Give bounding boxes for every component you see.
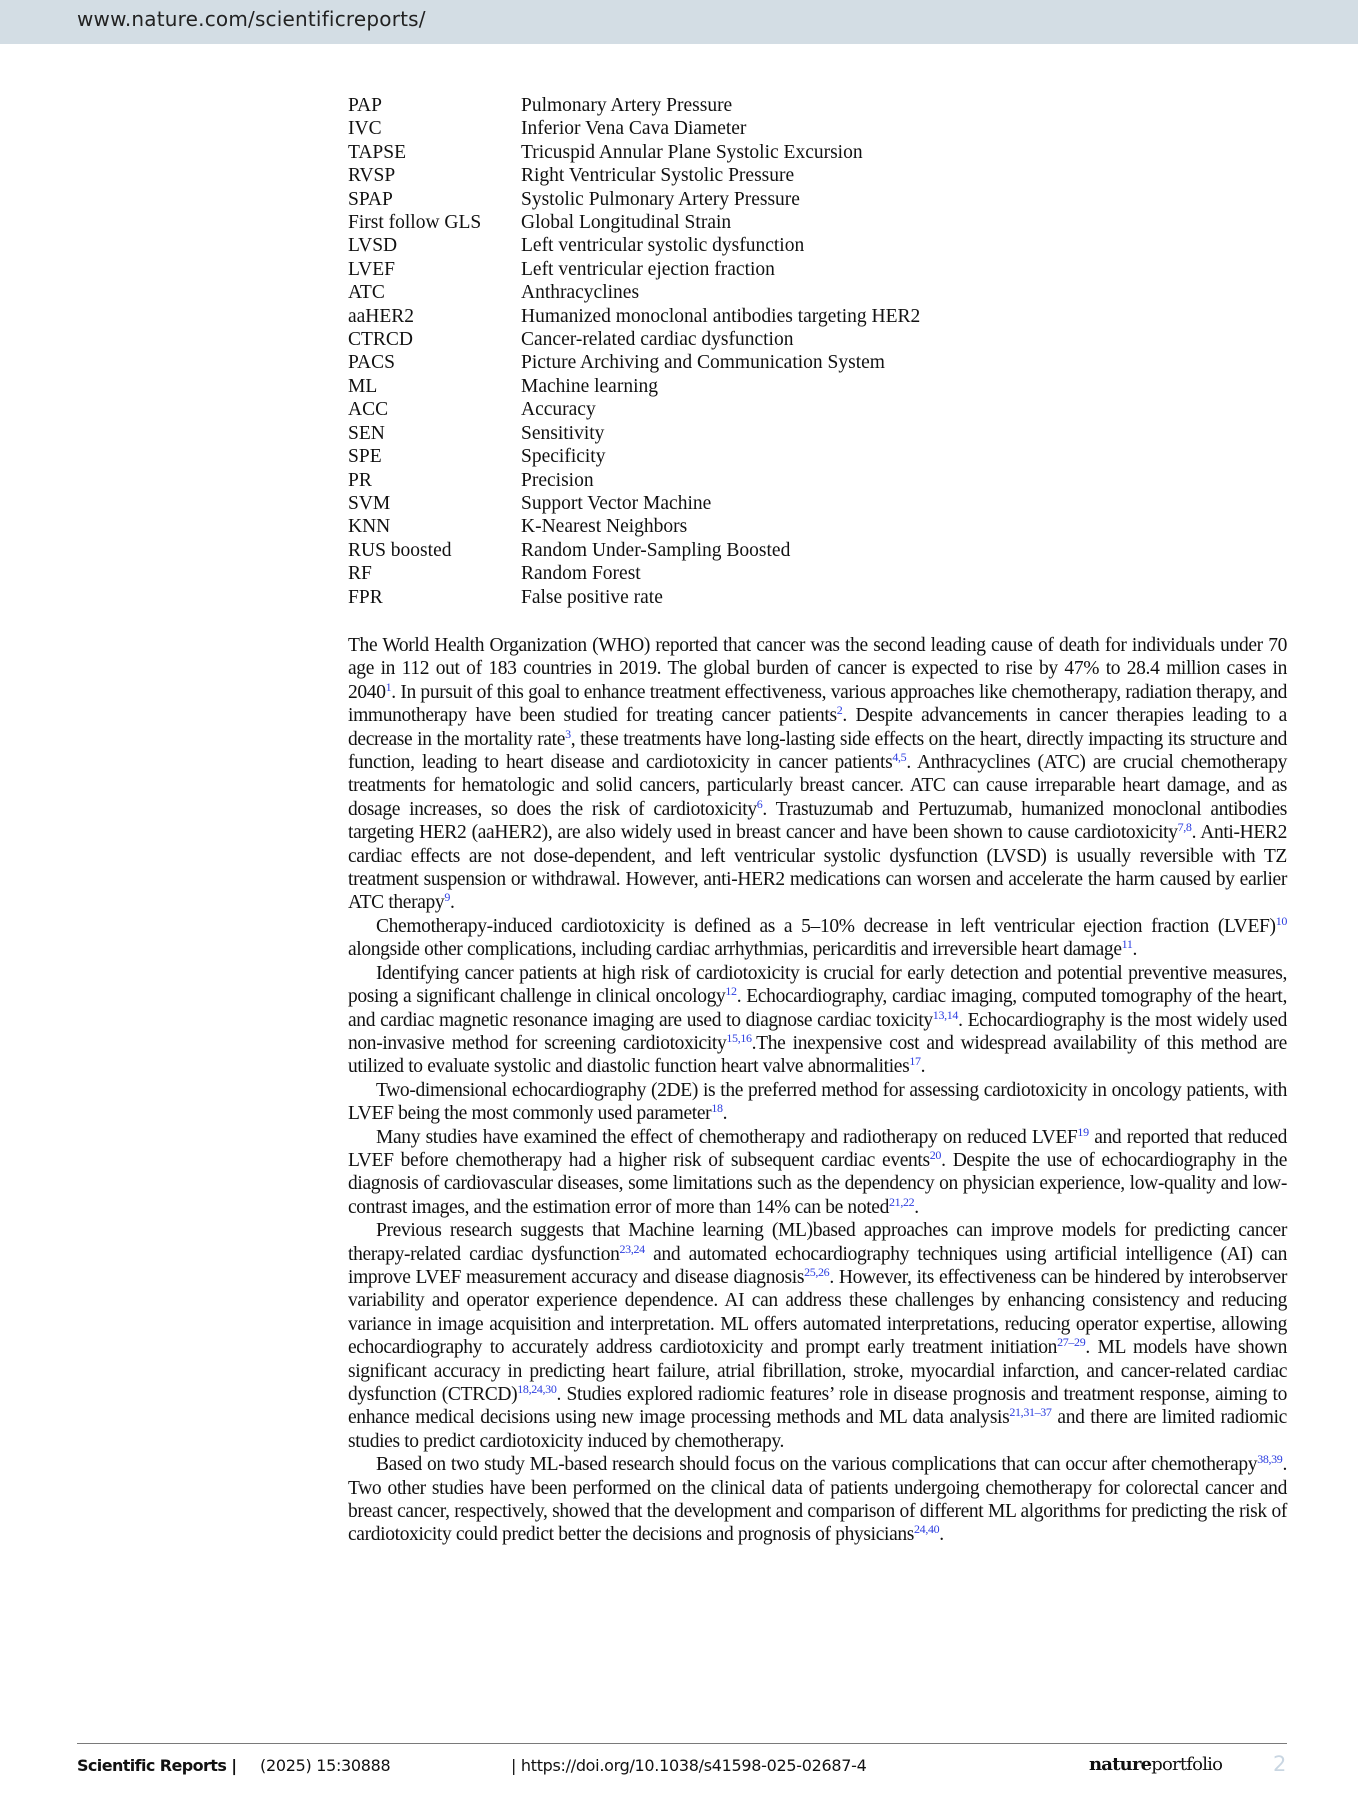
citation-reference xyxy=(1122,937,1133,951)
paragraph-text: The World Health Organization (WHO) reported that cancer was the second leading cause of death for individuals under 70 age in 112 out of 183 countries in 2019. The global burden of cancer is expected to rise by 47% to 28.4 million cases in 2040 xyxy=(348,635,1287,703)
abbreviation-definition: K-Nearest Neighbors xyxy=(521,516,688,538)
body-paragraph xyxy=(348,1453,1287,1547)
footer-doi-link[interactable]: | https://doi.org/10.1038/s41598-025-02687-4 xyxy=(511,1756,867,1775)
body-paragraph xyxy=(348,1126,1287,1220)
abbreviation-definition: Sensitivity xyxy=(521,422,605,444)
citation-reference xyxy=(909,1054,920,1068)
abbreviation-definition: False positive rate xyxy=(521,586,663,608)
paragraph-text: Many studies have examined the effect of chemotherapy and radiotherapy on reduced LVEF xyxy=(376,1126,1078,1148)
abbreviation-term: ATC xyxy=(348,282,385,304)
paragraph-text: . Anti-HER2 cardiac effects are not dose-dependent, and left ventricular systolic dysfunction (LVSD) is usually reversible with TZ treatment suspension or withdrawal. However, anti-HER2 medications can worsen and accelerate the harm caused by earlier ATC therapy xyxy=(348,822,1287,914)
abbreviation-row xyxy=(348,562,920,585)
abbreviation-term: RVSP xyxy=(348,165,396,187)
abbreviation-definition: Pulmonary Artery Pressure xyxy=(521,95,733,116)
abbreviation-row xyxy=(348,351,920,374)
abbreviation-definition: Right Ventricular Systolic Pressure xyxy=(521,165,795,187)
citation-link[interactable]: 11 xyxy=(1121,937,1133,952)
citation-link[interactable]: 3 xyxy=(565,726,571,741)
nature-portfolio-logo xyxy=(1089,1754,1222,1775)
abbreviation-row xyxy=(348,586,920,609)
paragraph-text: . xyxy=(722,1103,728,1125)
body-paragraph xyxy=(348,915,1287,962)
paragraph-text: . Echocardiography, cardiac imaging, computed tomography of the heart, and cardiac magnetic resonance imaging are used to diagnose cardiac toxicity xyxy=(348,986,1287,1031)
abbreviation-definition: Cancer-related cardiac dysfunction xyxy=(521,329,794,351)
abbreviation-row xyxy=(348,281,920,304)
abbreviation-definition: Anthracyclines xyxy=(521,282,640,304)
paragraph-text: . Anthracyclines (ATC) are crucial chemotherapy treatments for hematologic and solid cancers, particularly breast cancer. ATC can cause irreparable heart damage, and as dosage increases, so does the risk of cardiotoxicity xyxy=(348,752,1287,820)
paragraph-text: Identifying cancer patients at high risk of cardiotoxicity is crucial for early detection and potential preventive measures, posing a significant challenge in clinical oncology xyxy=(348,962,1287,1008)
abbreviation-row xyxy=(348,234,920,257)
abbreviation-term: PACS xyxy=(348,352,395,374)
paragraph-text: Two-dimensional echocardiography (2DE) is the preferred method for assessing cardiotoxicity in oncology patients, with LVEF being the most commonly used parameter xyxy=(348,1079,1287,1125)
abbreviation-term: LVEF xyxy=(348,258,395,280)
abbreviation-term: ML xyxy=(348,375,378,397)
abbreviation-row xyxy=(348,515,920,538)
paragraph-text: . xyxy=(1132,939,1138,961)
citation-link[interactable]: 23,24 xyxy=(619,1241,645,1256)
footer-divider xyxy=(77,1743,1287,1744)
abbreviation-definition: Tricuspid Annular Plane Systolic Excursion xyxy=(521,141,863,163)
abbreviation-row xyxy=(348,492,920,515)
abbreviation-term: TAPSE xyxy=(348,141,407,163)
abbreviation-term: FPR xyxy=(348,586,383,608)
citation-reference xyxy=(726,1031,751,1045)
abbreviation-term: PR xyxy=(348,469,372,491)
abbreviation-definition: Random Forest xyxy=(521,563,641,585)
paragraph-text: alongside other complications, including cardiac arrhythmias, pericarditis and irreversible heart damage xyxy=(348,939,1122,961)
footer-citation: (2025) 15:30888 xyxy=(260,1756,391,1775)
citation-link[interactable]: 27–29 xyxy=(1057,1335,1086,1350)
site-header-band xyxy=(0,0,1358,44)
abbreviation-term: ACC xyxy=(348,399,389,421)
abbreviation-definition: Machine learning xyxy=(521,375,658,397)
abbreviation-row xyxy=(348,328,920,351)
paragraph-text: .The inexpensive cost and widespread availability of this method are utilized to evaluate systolic and diastolic function heart valve abnormalities xyxy=(348,1032,1287,1078)
page-number: 2 xyxy=(1273,1752,1287,1776)
citation-link[interactable]: 7,8 xyxy=(1177,820,1192,835)
citation-reference xyxy=(889,1195,914,1209)
paragraph-text: . ML models have shown significant accuracy in predicting heart failure, atrial fibrillation, stroke, myocardial infarction, and cancer-related cardiac dysfunction (CTRCD) xyxy=(348,1337,1287,1405)
logo-nature: nature xyxy=(1089,1754,1152,1775)
abbreviation-row xyxy=(348,211,920,234)
abbreviation-row xyxy=(348,188,920,211)
abbreviation-row xyxy=(348,117,920,140)
site-url[interactable]: www.nature.com/scientificreports/ xyxy=(77,7,426,31)
abbreviation-term: SPE xyxy=(348,446,382,468)
paragraph-text: and reported that reduced LVEF before chemotherapy had a higher risk of subsequent cardiac events xyxy=(348,1126,1287,1171)
citation-link[interactable]: 1 xyxy=(385,679,392,694)
abbreviation-term: PAP xyxy=(348,95,382,116)
abbreviation-term: SVM xyxy=(348,492,391,514)
body-paragraph xyxy=(348,1219,1287,1453)
paragraph-text: . Despite the use of echocardiography in the diagnosis of cardiovascular diseases, some limitations such as the dependency on physician experience, low-quality and low-contrast images, and the estimation error of more than 14% can be noted xyxy=(348,1149,1287,1218)
citation-link[interactable]: 20 xyxy=(929,1147,942,1162)
citation-link[interactable]: 2 xyxy=(836,703,843,718)
abbreviations-list xyxy=(348,94,920,609)
citation-link[interactable]: 12 xyxy=(725,984,737,999)
abbreviation-term: SEN xyxy=(348,422,385,444)
abbreviation-row xyxy=(348,422,920,445)
abbreviation-term: aaHER2 xyxy=(348,305,415,327)
abbreviation-definition: Precision xyxy=(521,469,594,491)
abbreviation-definition: Inferior Vena Cava Diameter xyxy=(521,118,747,140)
paragraph-text: . xyxy=(450,892,455,914)
citation-reference xyxy=(517,1382,556,1396)
abbreviation-row xyxy=(348,141,920,164)
paragraph-text: Previous research suggests that Machine learning (ML)based approaches can improve models for predicting cancer therapy-related cardiac dysfunction xyxy=(348,1220,1287,1265)
citation-link[interactable]: 25,26 xyxy=(804,1264,830,1279)
citation-link[interactable]: 10 xyxy=(1275,913,1287,928)
abbreviation-definition: Random Under-Sampling Boosted xyxy=(521,539,791,561)
abbreviation-row xyxy=(348,164,920,187)
citation-reference xyxy=(1009,1405,1051,1419)
citation-reference xyxy=(1257,1452,1282,1466)
citation-link[interactable]: 13,14 xyxy=(932,1007,959,1022)
citation-link[interactable]: 19 xyxy=(1077,1124,1089,1139)
citation-reference xyxy=(1178,820,1192,834)
citation-reference xyxy=(914,1522,939,1536)
paragraph-text: . In pursuit of this goal to enhance treatment effectiveness, various approaches like chemotherapy, radiation therapy, and immunotherapy have been studied for treating cancer patients xyxy=(348,681,1287,727)
citation-link[interactable]: 18 xyxy=(711,1101,723,1116)
body-paragraph xyxy=(348,1079,1287,1126)
citation-link[interactable]: 6 xyxy=(756,796,763,811)
citation-reference xyxy=(930,1148,941,1162)
citation-reference xyxy=(620,1242,645,1256)
paragraph-text: Chemotherapy-induced cardiotoxicity is defined as a 5–10% decrease in left ventricular ejection fraction (LVEF) xyxy=(376,915,1276,937)
citation-link[interactable]: 21,31–37 xyxy=(1009,1405,1052,1420)
paragraph-text: , these treatments have long-lasting side effects on the heart, directly impacting its structure and function, leading to heart disease and cardiotoxicity in cancer patients xyxy=(348,728,1287,774)
paragraph-text: . xyxy=(939,1524,944,1546)
citation-reference xyxy=(1276,914,1287,928)
citation-reference xyxy=(933,1008,958,1022)
abbreviation-definition: Picture Archiving and Communication System xyxy=(521,352,885,374)
abbreviation-definition: Support Vector Machine xyxy=(521,492,712,514)
paragraph-text: . Two other studies have been performed on the clinical data of patients undergoing chemotherapy for colorectal cancer and breast cancer, respectively, showed that the development and comparison of different ML algorithms for predicting the risk of cardiotoxicity could predict better the decisions and prognosis of physicians xyxy=(348,1454,1287,1546)
citation-link[interactable]: 21,22 xyxy=(889,1194,915,1209)
abbreviation-row xyxy=(348,539,920,562)
abbreviation-definition: Left ventricular systolic dysfunction xyxy=(521,235,805,257)
citation-reference xyxy=(725,984,736,998)
paragraph-text: . Trastuzumab and Pertuzumab, humanized monoclonal antibodies targeting HER2 (aaHER2), are also widely used in breast cancer and have been shown to cause cardiotoxicity xyxy=(348,798,1287,844)
abbreviation-row xyxy=(348,258,920,281)
abbreviation-term: RUS boosted xyxy=(348,539,452,561)
abbreviations-table xyxy=(348,94,920,609)
abbreviation-term: First follow GLS xyxy=(348,212,482,234)
citation-link[interactable]: 18,24,30 xyxy=(517,1382,557,1396)
abbreviation-definition: Systolic Pulmonary Artery Pressure xyxy=(521,188,800,210)
article-body xyxy=(348,634,1287,1547)
citation-link[interactable]: 4,5 xyxy=(892,750,907,765)
abbreviation-row xyxy=(348,445,920,468)
paragraph-text: . xyxy=(920,1056,926,1078)
abbreviation-row xyxy=(348,398,920,421)
citation-reference xyxy=(711,1101,722,1115)
paragraph-text: . However, its effectiveness can be hindered by interobserver variability and operator experience dependence. AI can address these challenges by enhancing consistency and reducing variance in image acquisition and interpretation. ML offers automated interpretations, reducing operator expertise, allowing echocardiography to accurately address cardiotoxicity and prompt early treatment initiation xyxy=(348,1266,1287,1359)
abbreviation-definition: Left ventricular ejection fraction xyxy=(521,258,775,280)
logo-portfolio: portfolio xyxy=(1151,1754,1223,1775)
abbreviation-definition: Humanized monoclonal antibodies targeting HER2 xyxy=(521,305,921,327)
abbreviation-definition: Global Longitudinal Strain xyxy=(521,212,732,234)
citation-reference xyxy=(892,750,906,764)
citation-link[interactable]: 17 xyxy=(909,1054,921,1069)
abbreviation-term: IVC xyxy=(348,118,382,140)
paragraph-text: Based on two study ML-based research should focus on the various complications that can occur after chemotherapy xyxy=(376,1454,1258,1476)
abbreviation-term: RF xyxy=(348,563,372,585)
paragraph-text: . xyxy=(914,1196,919,1218)
paragraph-text: and there are limited radiomic studies to predict cardiotoxicity induced by chemotherapy. xyxy=(348,1407,1287,1452)
paragraph-text: and automated echocardiography techniques using artificial intelligence (AI) can improve LVEF measurement accuracy and disease diagnosis xyxy=(348,1243,1287,1288)
abbreviation-term: CTRCD xyxy=(348,329,414,351)
body-paragraph xyxy=(348,962,1287,1079)
abbreviation-definition: Accuracy xyxy=(521,399,596,421)
citation-reference xyxy=(1057,1335,1085,1349)
citation-link[interactable]: 15,16 xyxy=(726,1030,752,1045)
citation-reference xyxy=(1077,1125,1088,1139)
abbreviation-term: SPAP xyxy=(348,188,393,210)
body-paragraph xyxy=(348,634,1287,915)
citation-reference xyxy=(804,1265,829,1279)
citation-link[interactable]: 38,39 xyxy=(1257,1452,1283,1467)
abbreviation-row xyxy=(348,375,920,398)
abbreviation-row xyxy=(348,305,920,328)
citation-link[interactable]: 9 xyxy=(444,890,450,905)
abbreviation-row xyxy=(348,94,920,117)
abbreviation-term: KNN xyxy=(348,516,391,538)
page-footer xyxy=(0,1754,1358,1784)
citation-link[interactable]: 24,40 xyxy=(914,1522,940,1537)
footer-journal-name: Scientific Reports | xyxy=(77,1756,237,1775)
paragraph-text: . Despite advancements in cancer therapies leading to a decrease in the mortality rate xyxy=(348,705,1287,750)
abbreviation-row xyxy=(348,469,920,492)
paragraph-text: . Studies explored radiomic features’ role in disease prognosis and treatment response, aiming to enhance medical decisions using new image processing methods and ML data analysis xyxy=(348,1384,1287,1429)
abbreviation-definition: Specificity xyxy=(521,446,606,468)
paragraph-text: . Echocardiography is the most widely used non-invasive method for screening cardiotoxicity xyxy=(348,1009,1287,1054)
abbreviation-term: LVSD xyxy=(348,235,398,257)
